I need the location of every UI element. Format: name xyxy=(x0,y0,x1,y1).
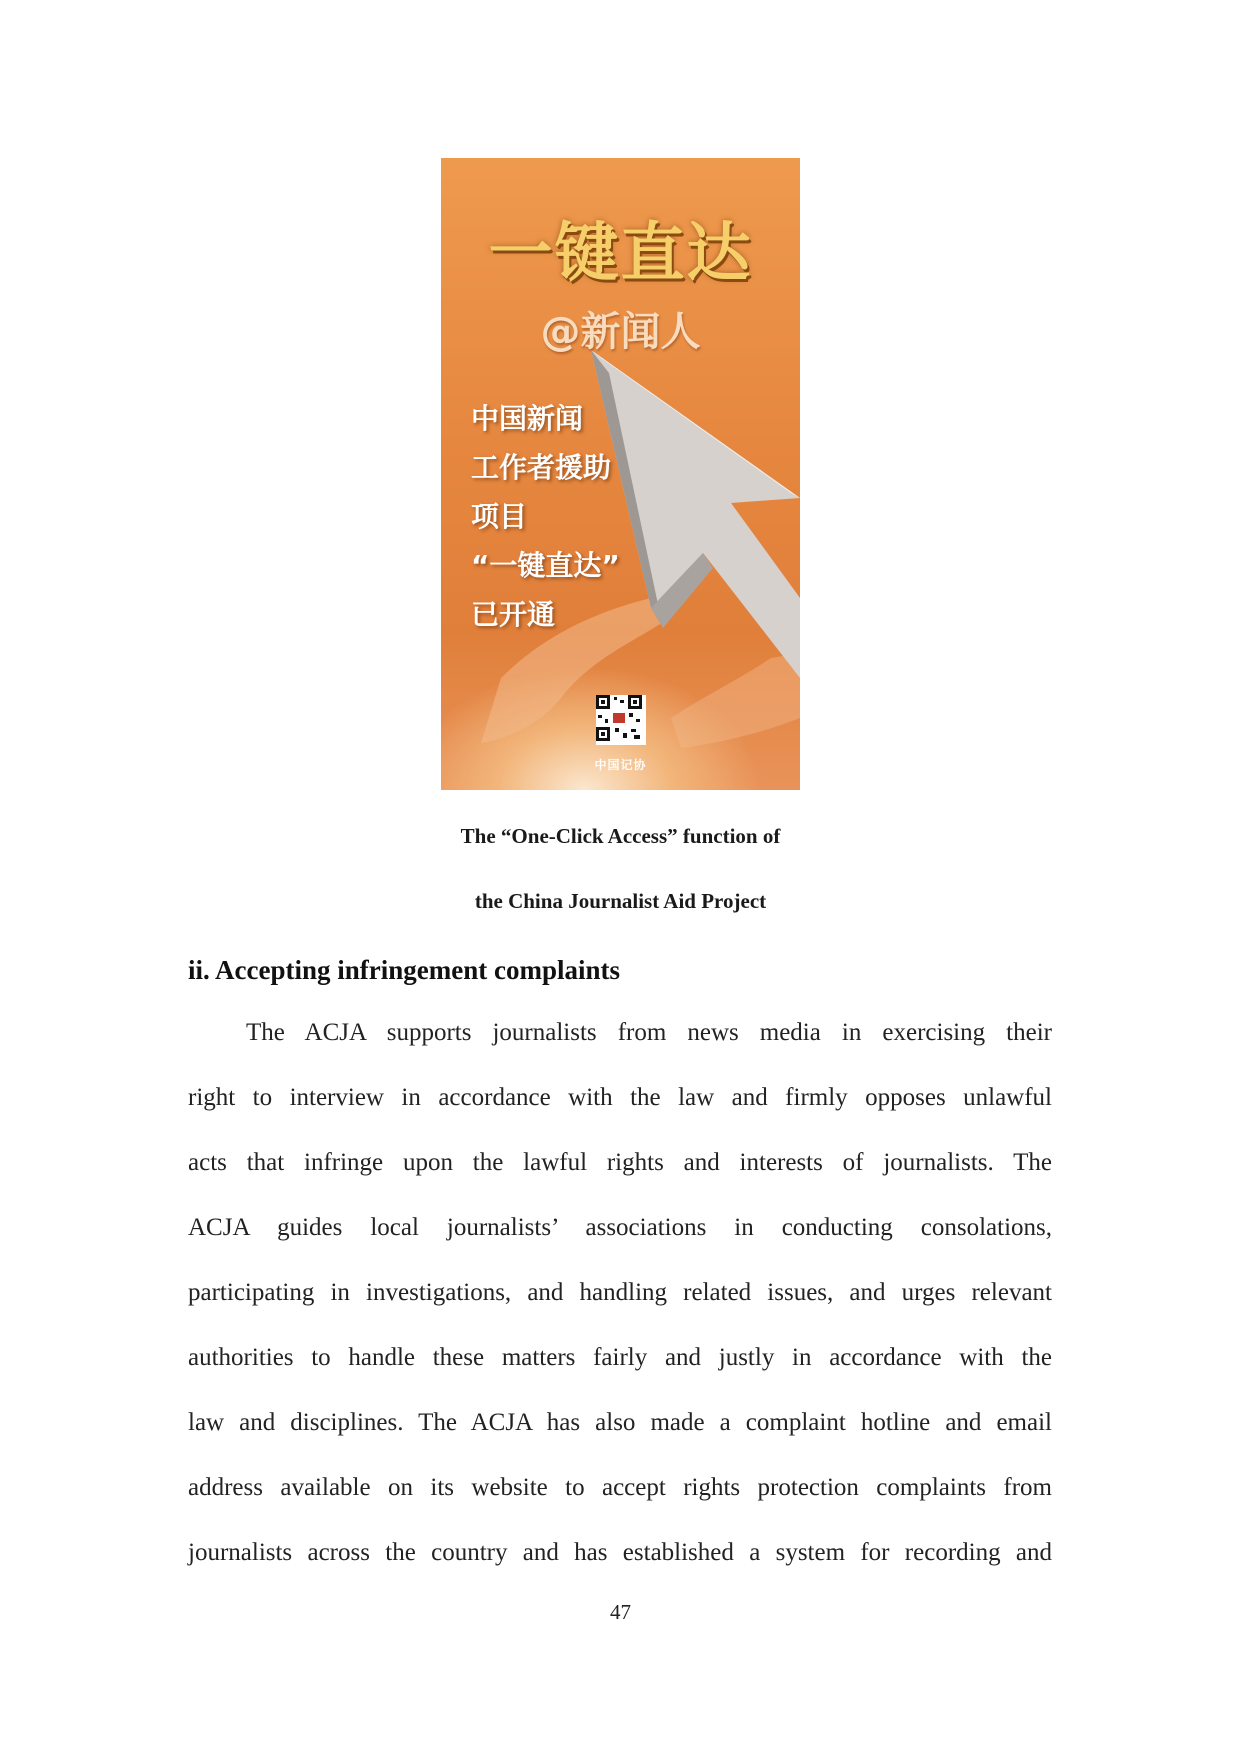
poster-line: 中国新闻 xyxy=(471,402,584,435)
hand-shape xyxy=(671,653,800,748)
paragraph-line: authorities to handle these matters fairly and justly in accordance with the xyxy=(188,1344,1052,1371)
page-number: 47 xyxy=(610,1600,631,1624)
paragraph-line: right to interview in accordance with the law and firmly opposes unlawful xyxy=(188,1084,1052,1111)
poster-image xyxy=(441,158,800,790)
section-heading: ii. Accepting infringement complaints xyxy=(188,955,620,985)
poster-title: 一键直达 xyxy=(488,217,753,291)
paragraph-line: address available on its website to accept rights protection complaints from xyxy=(188,1474,1052,1501)
qr-code-icon xyxy=(596,695,646,745)
paragraph-line: acts that infringe upon the lawful rights and interests of journalists. The xyxy=(188,1149,1052,1176)
poster-line: 已开通 xyxy=(471,598,556,631)
figure-caption-line-1: The “One-Click Access” function of xyxy=(460,824,781,848)
figure-caption-line-2: the China Journalist Aid Project xyxy=(474,889,767,913)
paragraph-line: ACJA guides local journalists’ associations in conducting consolations, xyxy=(188,1214,1052,1241)
poster-line: 工作者援助 xyxy=(471,451,612,484)
poster-line: “一键直达” xyxy=(471,549,620,582)
poster-line: 项目 xyxy=(471,500,528,533)
poster-brand: 中国记协 xyxy=(594,758,647,772)
poster-handle: @新闻人 xyxy=(540,309,701,355)
paragraph-line: journalists across the country and has established a system for recording and xyxy=(188,1539,1052,1566)
paragraph-line: participating in investigations, and handling related issues, and urges relevant xyxy=(188,1279,1052,1306)
poster-text-block xyxy=(471,394,671,639)
paragraph-line: law and disciplines. The ACJA has also made a complaint hotline and email xyxy=(188,1409,1052,1436)
paragraph-line: The ACJA supports journalists from news media in exercising their xyxy=(246,1019,1052,1046)
